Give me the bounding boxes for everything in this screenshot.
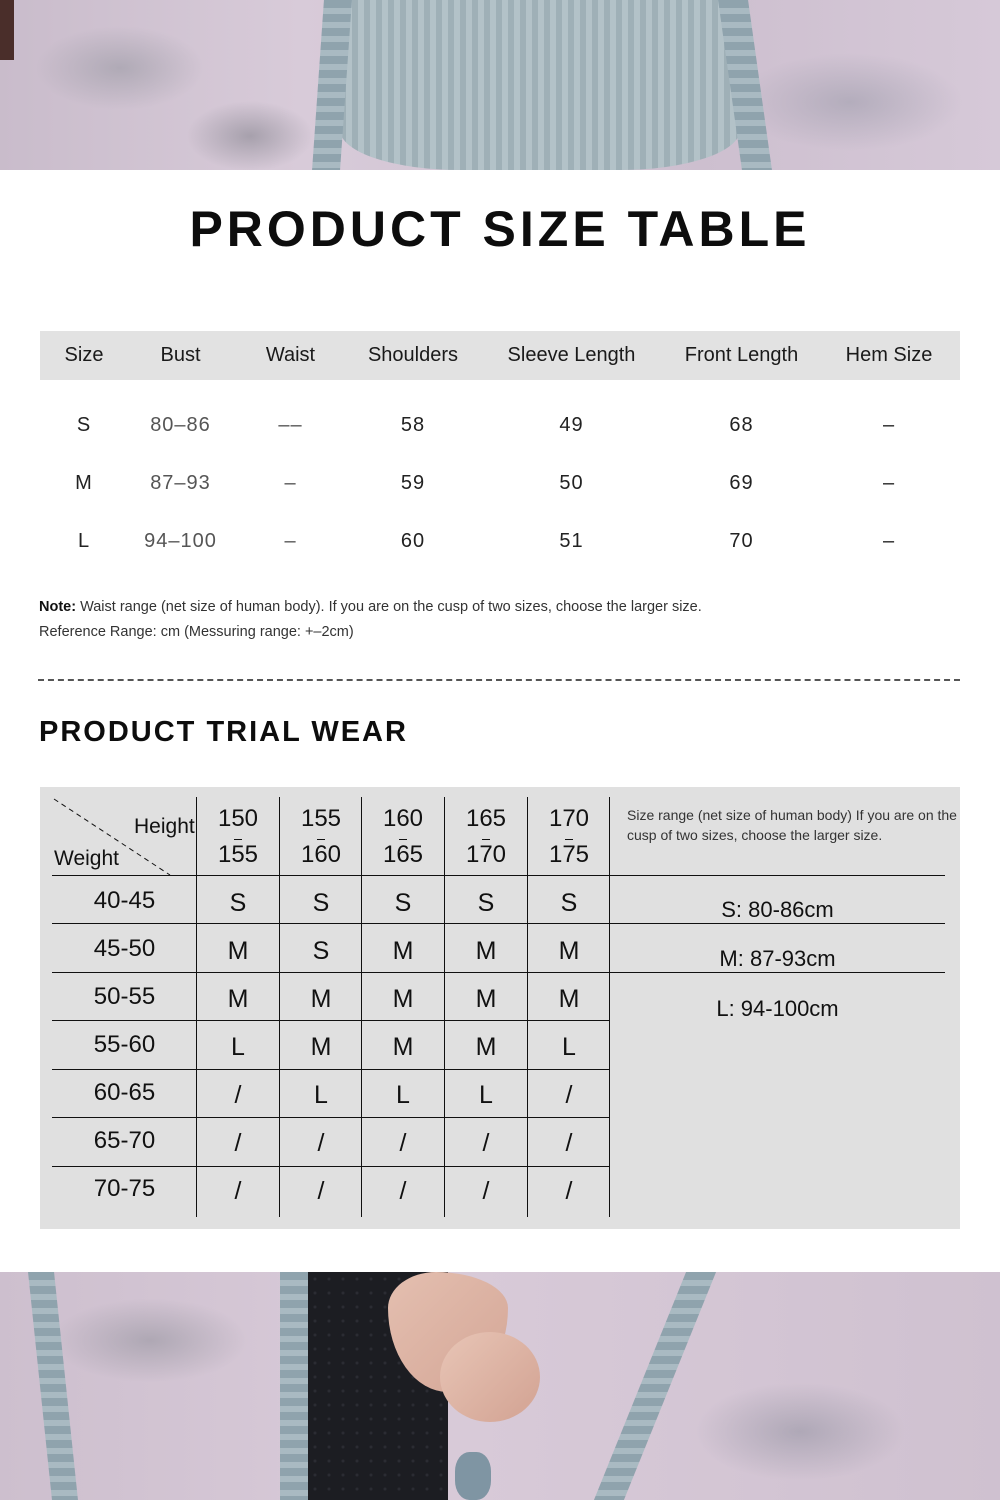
weight-row-label: 40-45 <box>93 887 156 914</box>
bust-cell: 80–86 <box>150 413 211 436</box>
sleeve-length-cell: 51 <box>559 529 584 552</box>
height-header: 160 165 <box>362 797 444 885</box>
product-photo-top <box>0 0 1000 170</box>
trial-wear-table <box>40 787 960 1229</box>
size-range-note: Size range (net size of human body) If you are on the cusp of two sizes, choose the larger size. <box>627 807 957 843</box>
height-header: 170 175 <box>528 797 610 885</box>
weight-row-label: 55-60 <box>93 1031 156 1058</box>
dashed-divider <box>38 679 960 681</box>
size-cell: L <box>77 529 91 552</box>
size-recommendation-cell: L <box>396 1081 410 1109</box>
height-header: 150 155 <box>197 797 279 885</box>
size-recommendation-cell: / <box>317 1129 325 1157</box>
front-length-cell: 70 <box>729 529 754 552</box>
height-header: 155 160 <box>280 797 362 885</box>
size-recommendation-cell: S <box>312 889 330 917</box>
size-recommendation-cell: M <box>558 937 580 965</box>
shoulders-cell: 59 <box>400 471 426 494</box>
size-note <box>39 595 702 645</box>
weight-row-label: 65-70 <box>93 1127 156 1154</box>
size-table-header <box>40 331 960 380</box>
note-label: Note: <box>39 599 77 615</box>
size-recommendation-cell: / <box>399 1129 407 1157</box>
sleeve-length-cell: 49 <box>559 413 584 436</box>
bust-cell: 87–93 <box>150 471 211 494</box>
weight-row-label: 45-50 <box>93 935 156 962</box>
size-recommendation-cell: / <box>234 1177 242 1205</box>
size-recommendation-cell: / <box>399 1177 407 1205</box>
size-recommendation-cell: M <box>310 985 332 1013</box>
table-row <box>40 512 960 570</box>
size-recommendation-cell: S <box>477 889 495 917</box>
shoulders-cell: 58 <box>400 413 426 436</box>
weight-row-label: 50-55 <box>93 983 156 1010</box>
weight-label: Weight <box>54 847 119 870</box>
size-recommendation-cell: / <box>482 1129 490 1157</box>
header-shoulders: Shoulders <box>348 331 478 380</box>
ribbed-sweater <box>340 0 740 170</box>
range-value-l: L: 94-100cm <box>716 996 839 1021</box>
size-recommendation-cell: L <box>314 1081 328 1109</box>
front-length-cell: 69 <box>729 471 754 494</box>
size-recommendation-cell: M <box>392 1033 414 1061</box>
waist-cell: –– <box>278 413 303 436</box>
size-cell: S <box>76 413 92 436</box>
size-recommendation-cell: / <box>565 1129 573 1157</box>
size-recommendation-cell: / <box>317 1177 325 1205</box>
hem-size-cell: – <box>882 529 896 552</box>
size-recommendation-cell: S <box>394 889 412 917</box>
header-waist: Waist <box>233 331 348 380</box>
size-recommendation-cell: M <box>310 1033 332 1061</box>
trial-title: PRODUCT TRIAL WEAR <box>39 716 408 748</box>
size-recommendation-cell: M <box>227 937 249 965</box>
size-recommendation-cell: M <box>558 985 580 1013</box>
header-sleeve-length: Sleeve Length <box>478 331 665 380</box>
header-size: Size <box>40 331 128 380</box>
size-recommendation-cell: M <box>227 985 249 1013</box>
table-row <box>40 454 960 512</box>
range-value-m: M: 87-93cm <box>719 946 836 971</box>
size-recommendation-cell: S <box>229 889 247 917</box>
size-recommendation-cell: / <box>482 1177 490 1205</box>
coat-button <box>455 1452 491 1500</box>
waist-cell: – <box>284 529 297 552</box>
height-label: Height <box>134 815 195 838</box>
hem-size-cell: – <box>882 413 896 436</box>
weight-row-label: 60-65 <box>93 1079 156 1106</box>
front-length-cell: 68 <box>729 413 754 436</box>
height-header: 165 170 <box>445 797 527 885</box>
table-row <box>40 396 960 454</box>
size-cell: M <box>75 471 93 494</box>
size-recommendation-cell: M <box>475 937 497 965</box>
size-recommendation-cell: M <box>392 985 414 1013</box>
header-bust: Bust <box>128 331 233 380</box>
header-hem-size: Hem Size <box>818 331 960 380</box>
size-recommendation-cell: / <box>234 1129 242 1157</box>
size-recommendation-cell: S <box>560 889 578 917</box>
size-recommendation-cell: / <box>565 1081 573 1109</box>
product-photo-bottom <box>0 1272 1000 1500</box>
note-line-1: Waist range (net size of human body). If you are on the cusp of two sizes, choose the larger size. <box>76 599 702 615</box>
size-recommendation-cell: S <box>312 937 330 965</box>
shoulders-cell: 60 <box>400 529 426 552</box>
size-table <box>40 331 960 570</box>
note-line-2: Reference Range: cm (Messuring range: +–2cm) <box>39 624 354 640</box>
size-recommendation-cell: L <box>231 1033 245 1061</box>
size-recommendation-cell: M <box>475 1033 497 1061</box>
weight-row-label: 70-75 <box>93 1175 156 1202</box>
page-title: PRODUCT SIZE TABLE <box>189 201 811 257</box>
size-recommendation-cell: / <box>565 1177 573 1205</box>
size-recommendation-cell: L <box>479 1081 493 1109</box>
size-recommendation-cell: M <box>475 985 497 1013</box>
sleeve-length-cell: 50 <box>559 471 584 494</box>
size-recommendation-cell: / <box>234 1081 242 1109</box>
hem-size-cell: – <box>882 471 896 494</box>
header-front-length: Front Length <box>665 331 818 380</box>
size-recommendation-cell: L <box>562 1033 576 1061</box>
bust-cell: 94–100 <box>144 529 217 552</box>
size-recommendation-cell: M <box>392 937 414 965</box>
range-value-s: S: 80-86cm <box>721 897 834 922</box>
waist-cell: – <box>284 471 297 494</box>
